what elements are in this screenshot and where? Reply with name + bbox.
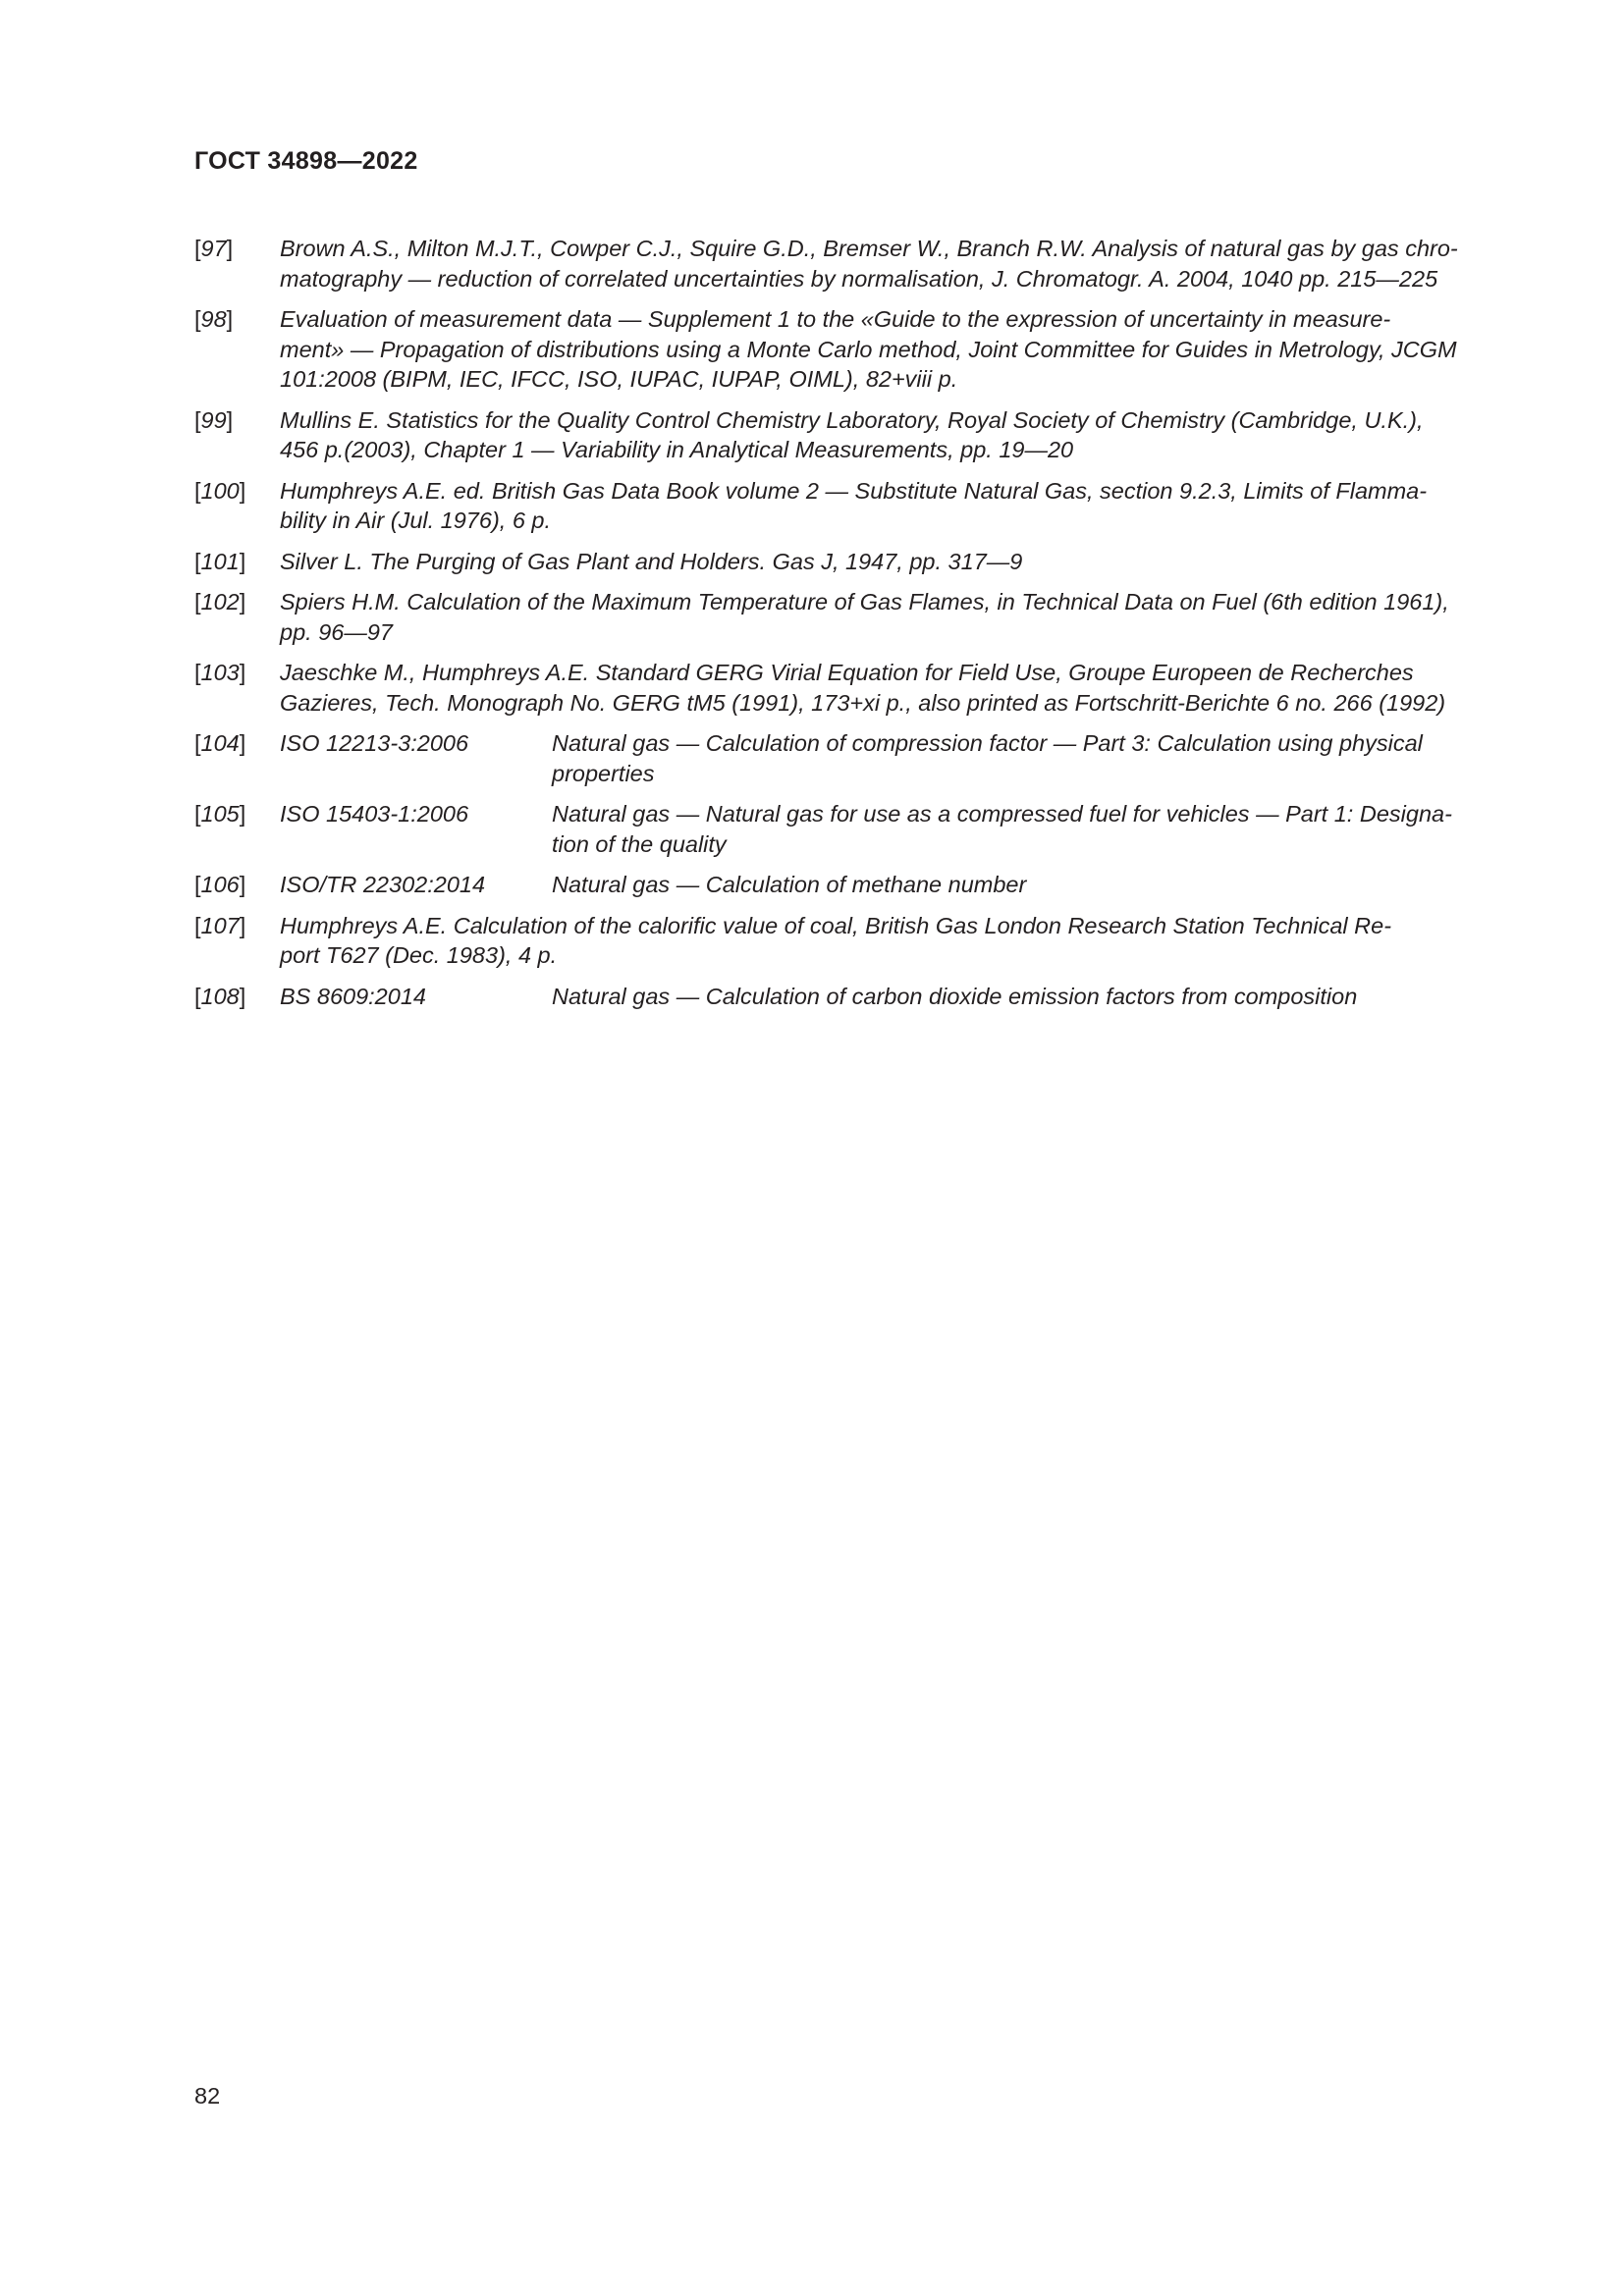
text-line: matography — reduction of correlated uncertainties by normalisation, J. Chromatogr. A. 2004, 1040 pp. 215—225 bbox=[280, 265, 1438, 292]
bibliography-entry bbox=[194, 547, 1522, 577]
bibliography-entry-number: [105] bbox=[194, 801, 246, 827]
text-line: tion of the quality bbox=[552, 830, 727, 857]
bibliography-entry-number: [104] bbox=[194, 730, 246, 756]
text-line: Natural gas — Calculation of carbon dioxide emission factors from composition bbox=[552, 983, 1358, 1009]
text-line: Gazieres, Tech. Monograph No. GERG tM5 (1991), 173+xi p., also printed as Fortschritt-Berichte 6 no. 266 (1992) bbox=[280, 689, 1446, 716]
bibliography-list bbox=[194, 234, 1522, 1022]
bibliography-entry-number: [108] bbox=[194, 983, 246, 1009]
text-line: Humphreys A.E. ed. British Gas Data Book volume 2 — Substitute Natural Gas, section 9.2.3, Limits of Flamma- bbox=[280, 477, 1428, 504]
bibliography-entry bbox=[194, 304, 1522, 395]
text-line: Jaeschke M., Humphreys A.E. Standard GERG Virial Equation for Field Use, Groupe Europeen de Recherches bbox=[280, 660, 1414, 685]
text-line: Mullins E. Statistics for the Quality Control Chemistry Laboratory, Royal Society of Chemistry (Cambridge, U.K.), bbox=[280, 406, 1424, 433]
bibliography-entry-number: [107] bbox=[194, 912, 246, 938]
bibliography-entry bbox=[194, 587, 1522, 647]
bibliography-entry bbox=[194, 234, 1522, 294]
text-line: 456 p.(2003), Chapter 1 — Variability in Analytical Measurements, pp. 19—20 bbox=[280, 437, 1074, 462]
bibliography-entry bbox=[194, 476, 1522, 536]
bibliography-entry-body bbox=[280, 476, 1522, 536]
bibliography-entry-number: [97] bbox=[194, 236, 234, 261]
standard-code: ISO 12213-3:2006 bbox=[280, 730, 469, 756]
bibliography-entry-body bbox=[280, 911, 1522, 971]
text-line: Evaluation of measurement data — Supplement 1 to the «Guide to the expression of uncertainty in measure- bbox=[280, 306, 1391, 332]
bibliography-entry-body bbox=[280, 304, 1522, 395]
bibliography-entry-number: [100] bbox=[194, 477, 246, 504]
bibliography-entry bbox=[194, 982, 1522, 1012]
text-line: Brown A.S., Milton M.J.T., Cowper C.J., Squire G.D., Bremser W., Branch R.W. Analysis of natural gas by gas chro- bbox=[280, 236, 1458, 261]
bibliography-entry-number: [101] bbox=[194, 548, 246, 574]
page-number: 82 bbox=[194, 2083, 221, 2109]
text-line: Natural gas — Calculation of compression factor — Part 3: Calculation using physical bbox=[552, 730, 1423, 756]
bibliography-entry bbox=[194, 405, 1522, 465]
document-header: ГОСТ 34898—2022 bbox=[194, 147, 418, 175]
standard-code: ISO/TR 22302:2014 bbox=[280, 872, 486, 897]
bibliography-entry-body bbox=[280, 405, 1522, 465]
bibliography-entry-body bbox=[280, 982, 1522, 1012]
text-line: Humphreys A.E. Calculation of the calorific value of coal, British Gas London Research Station Technical Re- bbox=[280, 912, 1392, 938]
bibliography-entry-number: [98] bbox=[194, 306, 234, 332]
text-line: Natural gas — Calculation of methane number bbox=[552, 872, 1027, 897]
bibliography-entry-body bbox=[280, 658, 1522, 718]
bibliography-entry-number: [106] bbox=[194, 872, 246, 897]
standard-title bbox=[552, 728, 1522, 788]
bibliography-entry-body bbox=[280, 547, 1522, 577]
standard-title bbox=[552, 982, 1522, 1012]
bibliography-entry bbox=[194, 728, 1522, 788]
bibliography-entry bbox=[194, 911, 1522, 971]
text-line: ment» — Propagation of distributions using a Monte Carlo method, Joint Committee for Guides in Metrology, JCGM bbox=[280, 336, 1457, 362]
text-line: Silver L. The Purging of Gas Plant and Holders. Gas J, 1947, pp. 317—9 bbox=[280, 548, 1023, 574]
text-line: Natural gas — Natural gas for use as a compressed fuel for vehicles — Part 1: Designa- bbox=[552, 801, 1452, 827]
bibliography-entry-number: [102] bbox=[194, 589, 246, 614]
bibliography-entry-body bbox=[280, 587, 1522, 647]
bibliography-entry bbox=[194, 799, 1522, 859]
bibliography-entry-number: [99] bbox=[194, 406, 234, 433]
bibliography-entry bbox=[194, 870, 1522, 900]
text-line: properties bbox=[552, 760, 655, 786]
bibliography-entry-body bbox=[280, 234, 1522, 294]
text-line: bility in Air (Jul. 1976), 6 p. bbox=[280, 507, 552, 533]
standard-code: BS 8609:2014 bbox=[280, 983, 426, 1009]
text-line: port T627 (Dec. 1983), 4 p. bbox=[280, 942, 558, 968]
standard-title bbox=[552, 870, 1522, 900]
bibliography-entry-number: [103] bbox=[194, 660, 246, 685]
bibliography-entry-body bbox=[280, 870, 1522, 900]
text-line: pp. 96—97 bbox=[280, 618, 393, 645]
bibliography-entry-body bbox=[280, 799, 1522, 859]
bibliography-entry-body bbox=[280, 728, 1522, 788]
text-line: Spiers H.M. Calculation of the Maximum Temperature of Gas Flames, in Technical Data on Fuel (6th edition 1961), bbox=[280, 589, 1449, 614]
text-line: 101:2008 (BIPM, IEC, IFCC, ISO, IUPAC, IUPAP, OIML), 82+viii p. bbox=[280, 366, 958, 392]
bibliography-entry bbox=[194, 658, 1522, 718]
standard-code: ISO 15403-1:2006 bbox=[280, 801, 469, 827]
standard-title bbox=[552, 799, 1522, 859]
